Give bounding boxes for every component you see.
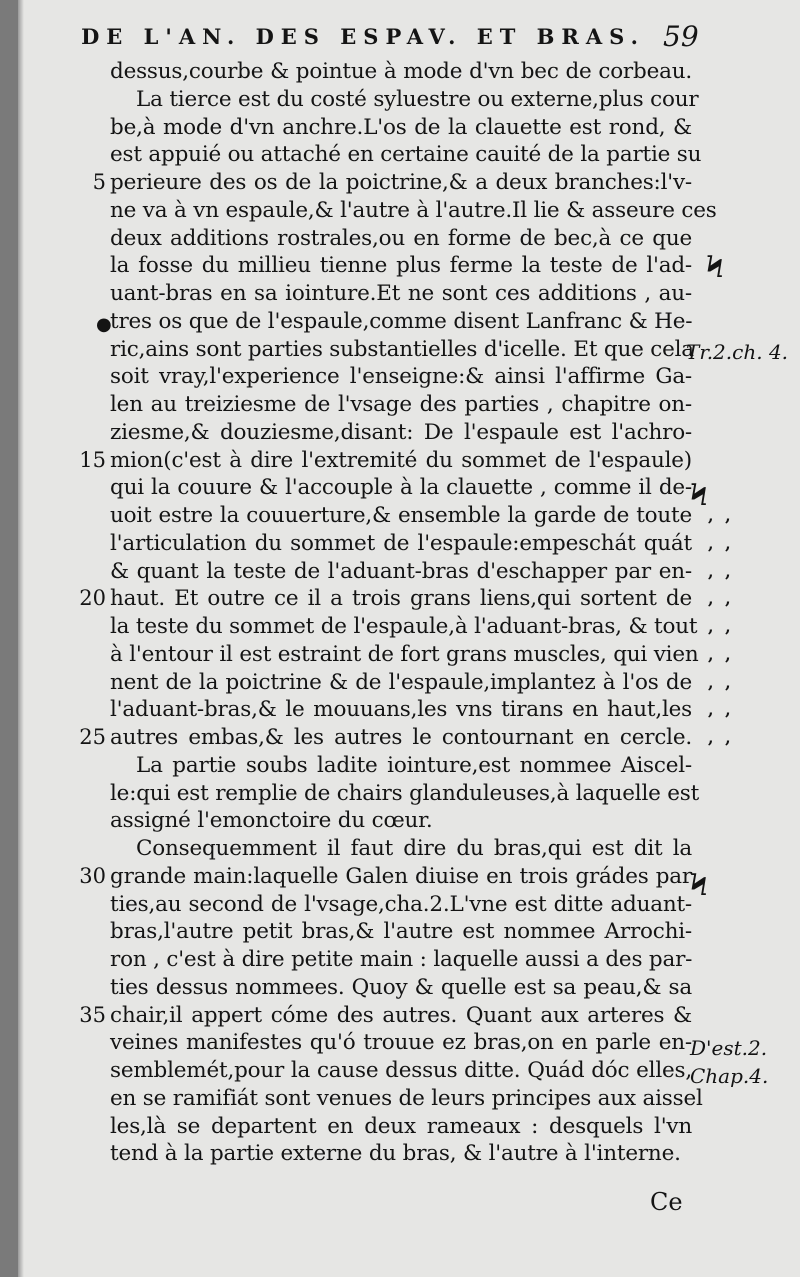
catchword: Ce xyxy=(650,1188,683,1216)
running-title: DE L'AN. DES ESPAV. ET BRAS. xyxy=(81,24,645,49)
text-line: est appuié ou attaché en certaine cauité de la partie su xyxy=(110,142,702,168)
quotation-mark: , , xyxy=(708,506,734,525)
marginal-note-reference: Tr.2.ch. 4. xyxy=(686,340,789,364)
text-line: à l'entour il est estraint de fort grans muscles, qui vien xyxy=(110,641,699,667)
manicule-mark-icon: Ϟ xyxy=(690,478,708,513)
text-line: le:qui est remplie de chairs glanduleuses,à laquelle est xyxy=(110,780,700,806)
text-line: semblemét,pour la cause dessus ditte. Quád dóc elles, xyxy=(110,1058,692,1083)
quotation-mark: , , xyxy=(708,700,734,720)
text-line: bras,l'autre petit bras,& l'autre est nommee Arrochi- xyxy=(110,919,692,945)
line-number: 30 xyxy=(79,863,106,888)
text-line: veines manifestes qu'ó trouue ez bras,on en parle en- xyxy=(110,1030,692,1056)
text-line: l'articulation du sommet de l'espaule:empeschát quát xyxy=(110,530,692,556)
text-line: grande main:laquelle Galen diuise en trois grádes par xyxy=(110,863,692,889)
text-line: La partie soubs ladite iointure,est nommee Aiscel- xyxy=(136,752,692,778)
text-line: haut. Et outre ce il a trois grans liens,qui sortent de xyxy=(110,586,692,612)
text-line: Consequemment il faut dire du bras,qui est dit la xyxy=(136,836,692,861)
text-line: be,à mode d'vn anchre.L'os de la clauette est rond, & xyxy=(110,114,692,140)
text-line: l'aduant-bras,& le mouuans,les vns tirans en haut,les xyxy=(110,697,692,723)
line-number: 20 xyxy=(79,586,106,611)
text-line: ties dessus nommees. Quoy & quelle est sa peau,& sa xyxy=(110,974,692,1000)
manicule-mark-icon: Ϟ xyxy=(706,250,724,285)
text-line: ties,au second de l'vsage,cha.2.L'vne est ditte aduant- xyxy=(110,891,692,917)
text-line: perieure des os de la poictrine,& a deux branches:l'v- xyxy=(110,170,692,195)
body-text xyxy=(110,58,717,1168)
text-line: ziesme,& douziesme,disant: De l'espaule est l'achro- xyxy=(110,419,692,445)
text-line: nent de la poictrine & de l'espaule,implantez à l'os de xyxy=(110,669,692,695)
quotation-mark: , , xyxy=(708,561,734,581)
text-line: uoit estre la couuerture,& ensemble la garde de toute xyxy=(110,503,692,528)
text-line: ric,ains sont parties substantielles d'icelle. Et que cela xyxy=(110,336,694,362)
text-line: soit vray,l'experience l'enseigne:& ainsi l'affirme Ga- xyxy=(110,364,692,390)
text-line: la fosse du millieu tienne plus ferme la teste de l'ad- xyxy=(110,253,692,279)
line-number: 35 xyxy=(79,1002,106,1027)
line-number: 25 xyxy=(79,725,106,749)
text-line: ne va à vn espaule,& l'autre à l'autre.Il lie & asseure ces xyxy=(110,197,717,223)
line-number: 15 xyxy=(79,447,106,472)
quotation-mark: , , xyxy=(708,617,734,636)
marginal-note-reference: D'est.2. xyxy=(690,1036,768,1060)
text-line: tend à la partie externe du bras, & l'autre à l'interne. xyxy=(110,1141,681,1167)
ink-dot-icon: ● xyxy=(96,314,112,335)
text-line: en se ramifiát sont venues de leurs principes aux aissel xyxy=(110,1085,703,1111)
text-line: chair,il appert cóme des autres. Quant aux arteres & xyxy=(110,1002,692,1028)
text-line: tres os que de l'espaule,comme disent Lanfranc & He- xyxy=(110,308,693,334)
text-line: uant-bras en sa iointure.Et ne sont ces additions , au- xyxy=(110,281,692,306)
text-line: len au treiziesme de l'vsage des parties , chapitre on- xyxy=(110,392,692,417)
text-line: ron , c'est à dire petite main : laquelle aussi a des par- xyxy=(110,947,693,972)
text-line: deux additions rostrales,ou en forme de bec,à ce que xyxy=(110,225,692,251)
text-line: autres embas,& les autres le contournant en cercle. xyxy=(110,725,692,750)
quotation-mark: , , xyxy=(708,533,734,553)
text-line: les,là se departent en deux rameaux : desquels l'vn xyxy=(110,1113,692,1139)
text-line: mion(c'est à dire l'extremité du sommet de l'espaule) xyxy=(110,447,692,473)
manicule-mark-icon: Ϟ xyxy=(690,868,708,903)
line-number: 5 xyxy=(92,170,106,194)
quotation-mark: , , xyxy=(708,589,734,609)
text-line: dessus,courbe & pointue à mode d'vn bec de corbeau. xyxy=(110,59,692,84)
book-page xyxy=(18,0,800,1277)
quotation-mark: , , xyxy=(708,672,734,692)
text-line: & quant la teste de l'aduant-bras d'eschapper par en- xyxy=(110,558,692,584)
marginal-note-reference: Chap.4. xyxy=(690,1064,769,1088)
page-gutter-shadow xyxy=(18,0,24,1277)
text-line: La tierce est du costé syluestre ou externe,plus cour xyxy=(136,86,699,112)
text-line: assigné l'emonctoire du cœur. xyxy=(110,808,433,834)
quotation-mark: , , xyxy=(708,728,734,747)
quotation-mark: , , xyxy=(708,644,734,664)
page-number: 59 xyxy=(663,20,699,53)
text-line: la teste du sommet de l'espaule,à l'aduant-bras, & tout xyxy=(110,614,698,639)
text-line: qui la couure & l'accouple à la clauette , comme il de- xyxy=(110,475,692,501)
